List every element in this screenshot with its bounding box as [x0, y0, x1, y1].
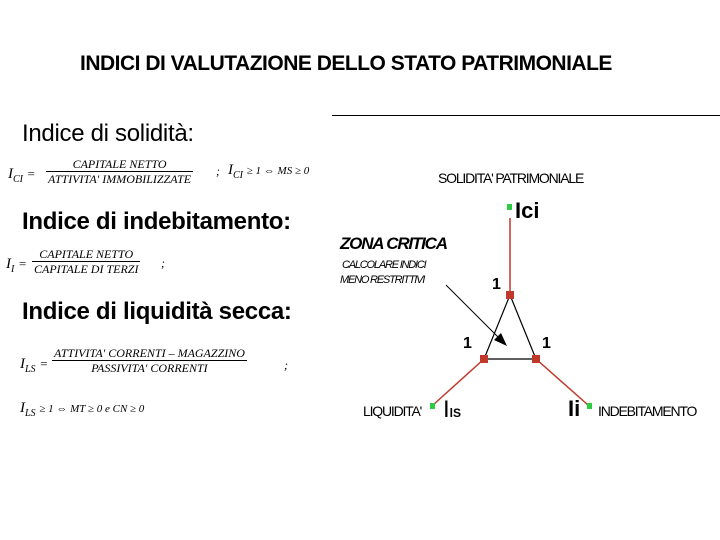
- liquidita-heading: Indice di liquidità secca:: [22, 298, 292, 325]
- zona-critica-label: ZONA CRITICA: [340, 234, 447, 253]
- value-one-right: 1: [542, 335, 550, 352]
- liquidita-separator: ;: [284, 358, 288, 372]
- solidita-cond-rest: ≥ 1 ⇔ MS ≥ 0: [246, 165, 310, 177]
- solidita-cond-sub: CI: [233, 170, 243, 181]
- critical-triangle: [484, 295, 536, 359]
- liquidita-cond-sub: LS: [25, 408, 36, 419]
- indebitamento-lhs-sub: I: [11, 264, 15, 275]
- indebitamento-denominator: CAPITALE DI TERZI: [34, 262, 139, 276]
- solidita-denominator: ATTIVITA' IMMOBILIZZATE: [48, 172, 192, 186]
- indebitamento-heading: Indice di indebitamento:: [22, 208, 291, 235]
- indebitamento-numerator: CAPITALE NETTO: [32, 247, 140, 262]
- marker-top: [506, 291, 514, 299]
- liquidita-lhs-sub: LS: [25, 364, 36, 375]
- liquidita-lhs-symbol: I: [20, 356, 25, 372]
- liquidita-denominator: PASSIVITA' CORRENTI: [91, 361, 208, 375]
- liquidita-numerator: ATTIVITA' CORRENTI – MAGAZZINO: [54, 346, 245, 360]
- indebitamento-eq: =: [18, 256, 27, 271]
- page-title: INDICI DI VALUTAZIONE DELLO STATO PATRIMONIALE: [80, 52, 612, 75]
- endpoint-left: [430, 403, 435, 409]
- indebitamento-axis-label: INDEBITAMENTO: [598, 403, 697, 419]
- indebitamento-separator: ;: [161, 256, 165, 270]
- axis-label-ils-sub: lS: [449, 406, 462, 420]
- solidita-heading: Indice di solidità:: [22, 120, 194, 147]
- axis-label-ils-main: I: [443, 396, 450, 423]
- value-one-top: 1: [492, 276, 500, 293]
- endpoint-top: [507, 204, 512, 210]
- solidita-lhs-sub: CI: [13, 174, 23, 185]
- solidita-numerator: CAPITALE NETTO: [46, 157, 193, 172]
- value-one-left: 1: [463, 335, 471, 352]
- liquidita-axis-label: LIQUIDITA': [363, 403, 422, 419]
- endpoint-right: [587, 403, 592, 409]
- solidita-separator: ;: [216, 164, 220, 178]
- axis-label-ici: Ici: [515, 198, 540, 223]
- axis-label-ii: Ii: [568, 396, 581, 421]
- solidita-lhs-symbol: I: [8, 166, 13, 182]
- marker-right: [532, 355, 540, 363]
- indebitamento-lhs-symbol: I: [6, 256, 11, 272]
- solidita-eq: =: [26, 166, 36, 181]
- marker-left: [480, 355, 488, 363]
- note-line-2: MENO RESTRITTIVI: [340, 274, 425, 286]
- liquidita-cond-symbol: I: [20, 400, 25, 416]
- solidita-cond-symbol: I: [228, 162, 233, 178]
- liquidita-cond-rest: ≥ 1 ⇔ MT ≥ 0 e CN ≥ 0: [39, 403, 145, 415]
- diagram-heading: SOLIDITA' PATRIMONIALE: [438, 170, 584, 186]
- axis-label-ils: [443, 396, 461, 424]
- liquidita-eq: =: [39, 356, 49, 371]
- note-line-1: CALCOLARE INDICI: [342, 259, 426, 271]
